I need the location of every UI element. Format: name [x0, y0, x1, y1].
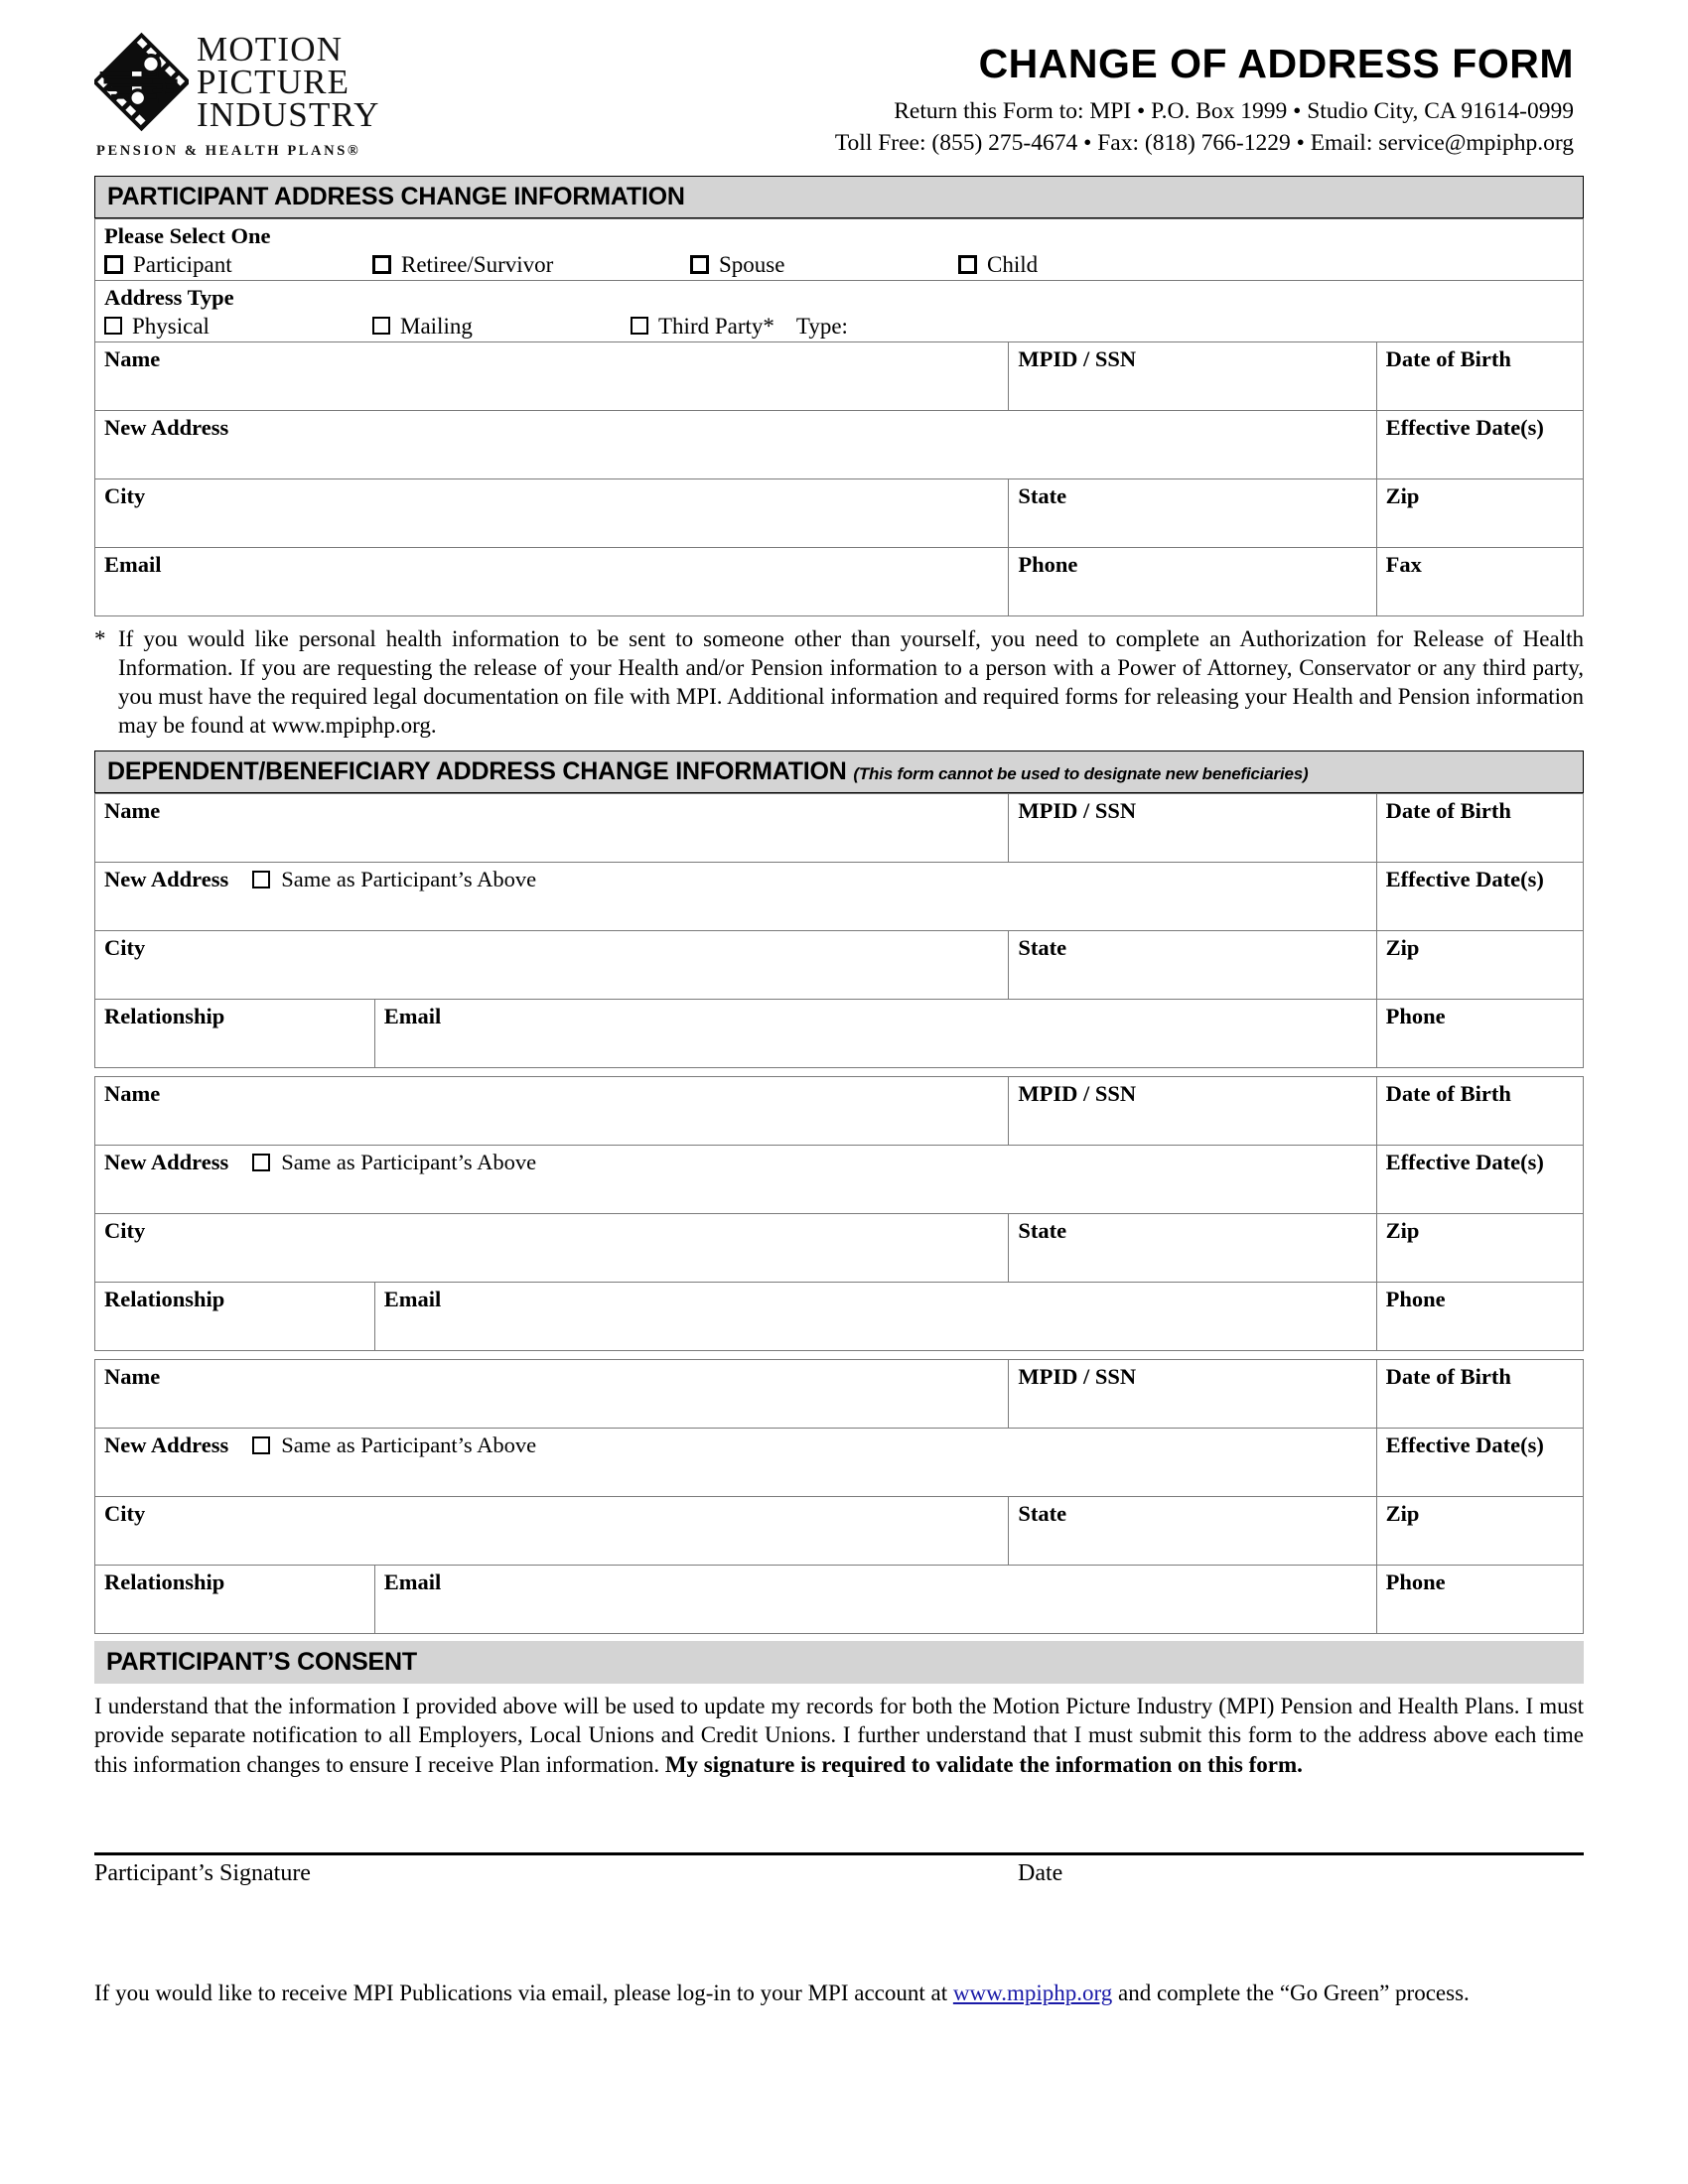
table-row — [95, 1145, 1584, 1213]
mpiphp-link[interactable]: www.mpiphp.org — [952, 1980, 1113, 2006]
participant-name-row — [95, 342, 1584, 411]
go-green-footer — [94, 1979, 1584, 2008]
footnote-marker: * — [94, 626, 106, 652]
field-state-label: State — [1018, 1500, 1067, 1526]
dependent-block-1 — [94, 793, 1584, 1068]
field-mpid-ssn[interactable] — [1009, 793, 1376, 862]
field-zip[interactable] — [1376, 930, 1583, 999]
mpi-logo — [94, 22, 442, 160]
field-city[interactable] — [95, 479, 1009, 548]
address-type-label: Address Type — [104, 285, 234, 311]
field-new-address-label: New Address — [104, 1149, 229, 1174]
participant-address-row — [95, 411, 1584, 479]
field-zip[interactable] — [1376, 479, 1583, 548]
field-zip-label: Zip — [1385, 1500, 1420, 1526]
field-email-label: Email — [383, 1003, 442, 1028]
table-row — [95, 1565, 1584, 1633]
checkbox-icon[interactable] — [252, 1154, 270, 1171]
field-zip-label: Zip — [1385, 934, 1420, 960]
field-effective-dates-label: Effective Date(s) — [1385, 1432, 1544, 1457]
field-state[interactable] — [1009, 1496, 1376, 1565]
field-mpid-ssn-label: MPID / SSN — [1018, 1080, 1137, 1106]
field-date-of-birth-label: Date of Birth — [1385, 797, 1511, 823]
checkbox-third-party[interactable] — [631, 314, 774, 339]
field-relationship[interactable] — [95, 1282, 375, 1350]
footer-text-before: If you would like to receive MPI Publications via email, please log-in to your MPI account at — [94, 1980, 953, 2006]
consent-section-header — [94, 1641, 1584, 1684]
consent-text-normal: I understand that the information I provided above will be used to update my records for both the Motion Picture Industry (MPI) Pension and Health Plans. I must provide separate notification to all Employers, Local Unions and Credit Unions. I further understand that I must submit this form to the address above each time this information changes to ensure I receive Plan information. — [94, 1693, 1584, 1777]
field-zip[interactable] — [1376, 1213, 1583, 1282]
field-date-of-birth[interactable] — [1376, 1076, 1583, 1145]
logo-tagline: PENSION & HEALTH PLANS® — [96, 143, 361, 159]
field-new-address[interactable] — [95, 411, 1377, 479]
checkbox-icon[interactable] — [958, 255, 977, 274]
table-row — [95, 999, 1584, 1067]
field-new-address[interactable] — [95, 1145, 1377, 1213]
field-mpid-ssn[interactable] — [1009, 342, 1376, 411]
field-zip-label: Zip — [1385, 483, 1420, 509]
field-effective-dates-label: Effective Date(s) — [1385, 866, 1544, 891]
dependent-block-2 — [94, 1076, 1584, 1351]
table-row — [95, 1359, 1584, 1428]
field-city[interactable] — [95, 1213, 1009, 1282]
dependent-section-header — [94, 751, 1584, 793]
checkbox-child-label: Child — [987, 251, 1039, 277]
table-row — [95, 930, 1584, 999]
table-row — [95, 793, 1584, 862]
checkbox-same-as-participant[interactable] — [228, 871, 281, 888]
document-header — [94, 22, 1584, 176]
return-address-line: Return this Form to: MPI • P.O. Box 1999 • Studio City, CA 91614-0999 — [894, 98, 1574, 124]
field-new-address[interactable] — [95, 1428, 1377, 1496]
field-date-of-birth[interactable] — [1376, 793, 1583, 862]
footnote-text: If you would like personal health information to be sent to someone other than yourself, you need to complete an Authorization for Release of Health Information. If you are requesting the release of your Health and/or Pension information to a person with a Power of Attorney, Conservator or any third party, you must have the required legal documentation on file with MPI. Additional information and required forms for releasing your Health and Pension information may be found at www.mpiphp.org. — [118, 626, 1584, 738]
field-fax[interactable] — [1376, 548, 1583, 616]
checkbox-participant[interactable] — [104, 252, 372, 277]
checkbox-icon[interactable] — [104, 317, 122, 335]
field-mpid-ssn-label: MPID / SSN — [1018, 797, 1137, 823]
checkbox-child[interactable] — [958, 252, 1038, 277]
table-row — [95, 1076, 1584, 1145]
field-relationship[interactable] — [95, 999, 375, 1067]
participant-section-header — [94, 176, 1584, 218]
logo-line-2: PICTURE — [197, 62, 351, 101]
participant-email-row — [95, 548, 1584, 616]
field-phone[interactable] — [1009, 548, 1376, 616]
field-phone[interactable] — [1376, 1565, 1583, 1633]
checkbox-spouse-label: Spouse — [719, 251, 785, 277]
address-type-options — [104, 314, 1574, 339]
checkbox-spouse[interactable] — [690, 252, 958, 277]
participant-city-row — [95, 479, 1584, 548]
field-name-label: Name — [104, 1080, 161, 1106]
select-one-label: Please Select One — [104, 223, 271, 248]
field-email-label: Email — [383, 1286, 442, 1311]
same-as-participant-label: Same as Participant’s Above — [281, 1432, 537, 1457]
third-party-type-label: Type: — [795, 313, 848, 339]
field-email[interactable] — [374, 999, 1376, 1067]
field-relationship-label: Relationship — [104, 1286, 225, 1311]
checkbox-third-party-label: Third Party* — [658, 313, 774, 339]
field-phone-label: Phone — [1385, 1286, 1446, 1311]
field-date-of-birth[interactable] — [1376, 1359, 1583, 1428]
field-state[interactable] — [1009, 930, 1376, 999]
field-email[interactable] — [95, 548, 1009, 616]
field-mpid-ssn[interactable] — [1009, 1076, 1376, 1145]
field-new-address-label: New Address — [104, 415, 229, 441]
consent-paragraph — [94, 1692, 1584, 1779]
field-date-of-birth-label: Date of Birth — [1385, 1363, 1511, 1389]
field-new-address[interactable] — [95, 862, 1377, 930]
field-mpid-ssn-label: MPID / SSN — [1018, 346, 1137, 372]
field-name-label: Name — [104, 346, 161, 372]
checkbox-icon[interactable] — [372, 317, 390, 335]
checkbox-mailing[interactable] — [372, 314, 631, 339]
field-relationship-label: Relationship — [104, 1569, 225, 1594]
signature-line[interactable] — [94, 1852, 1584, 1855]
field-effective-dates[interactable] — [1376, 862, 1583, 930]
field-name[interactable] — [95, 1359, 1009, 1428]
checkbox-icon[interactable] — [252, 1436, 270, 1454]
participant-table — [94, 218, 1584, 616]
field-zip[interactable] — [1376, 1496, 1583, 1565]
title-block — [442, 22, 1584, 158]
field-email-label: Email — [383, 1569, 442, 1594]
field-state-label: State — [1018, 934, 1067, 960]
field-effective-dates[interactable] — [1376, 411, 1583, 479]
checkbox-physical-label: Physical — [132, 313, 210, 339]
field-relationship[interactable] — [95, 1565, 375, 1633]
checkbox-retiree-survivor[interactable] — [372, 252, 690, 277]
field-state[interactable] — [1009, 479, 1376, 548]
field-city-label: City — [104, 483, 146, 509]
field-email[interactable] — [374, 1282, 1376, 1350]
checkbox-icon[interactable] — [252, 871, 270, 888]
field-name-label: Name — [104, 1363, 161, 1389]
contact-line: Toll Free: (855) 275-4674 • Fax: (818) 766-1229 • Email: service@mpiphp.org — [834, 130, 1574, 157]
field-date-of-birth-label: Date of Birth — [1385, 1080, 1511, 1106]
field-name[interactable] — [95, 1076, 1009, 1145]
checkbox-physical[interactable] — [104, 314, 372, 339]
film-diamond-logo-icon — [94, 30, 189, 134]
field-state-label: State — [1018, 483, 1067, 509]
checkbox-icon[interactable] — [631, 317, 648, 335]
field-new-address-label: New Address — [104, 866, 229, 891]
field-city[interactable] — [95, 1496, 1009, 1565]
field-state-label: State — [1018, 1217, 1067, 1243]
dependent-section-title: DEPENDENT/BENEFICIARY ADDRESS CHANGE INFORMATION — [107, 756, 847, 785]
checkbox-retiree-survivor-label: Retiree/Survivor — [401, 251, 554, 277]
logo-line-1: MOTION — [197, 29, 344, 68]
dependent-block-3 — [94, 1359, 1584, 1634]
consent-section-title: PARTICIPANT’S CONSENT — [106, 1647, 417, 1676]
field-phone-label: Phone — [1385, 1003, 1446, 1028]
participant-section-title: PARTICIPANT ADDRESS CHANGE INFORMATION — [107, 183, 685, 210]
field-relationship-label: Relationship — [104, 1003, 225, 1028]
table-row — [95, 1428, 1584, 1496]
table-row — [95, 862, 1584, 930]
table-row — [95, 1213, 1584, 1282]
field-city-label: City — [104, 1217, 146, 1243]
field-date-of-birth[interactable] — [1376, 342, 1583, 411]
field-date-of-birth-label: Date of Birth — [1385, 346, 1511, 372]
date-label: Date — [1018, 1860, 1063, 1887]
field-email-label: Email — [104, 552, 162, 578]
field-city-label: City — [104, 1500, 146, 1526]
field-fax-label: Fax — [1385, 552, 1422, 578]
field-name[interactable] — [95, 342, 1009, 411]
field-name-label: Name — [104, 797, 161, 823]
field-new-address-label: New Address — [104, 1432, 229, 1457]
field-phone[interactable] — [1376, 999, 1583, 1067]
footer-text-after: and complete the “Go Green” process. — [1112, 1980, 1470, 2006]
field-phone-label: Phone — [1385, 1569, 1446, 1594]
field-zip-label: Zip — [1385, 1217, 1420, 1243]
checkbox-mailing-label: Mailing — [400, 313, 473, 339]
field-name[interactable] — [95, 793, 1009, 862]
checkbox-icon[interactable] — [690, 255, 709, 274]
checkbox-icon[interactable] — [372, 255, 391, 274]
field-mpid-ssn[interactable] — [1009, 1359, 1376, 1428]
select-one-row — [95, 219, 1584, 281]
same-as-participant-label: Same as Participant’s Above — [281, 1149, 537, 1174]
field-state[interactable] — [1009, 1213, 1376, 1282]
checkbox-same-as-participant[interactable] — [228, 1436, 281, 1454]
field-effective-dates[interactable] — [1376, 1428, 1583, 1496]
third-party-footnote — [94, 625, 1584, 741]
address-type-row — [95, 281, 1584, 342]
signature-area — [94, 1852, 1584, 1887]
field-email[interactable] — [374, 1565, 1376, 1633]
field-city-label: City — [104, 934, 146, 960]
page-title: CHANGE OF ADDRESS FORM — [978, 41, 1574, 86]
checkbox-participant-label: Participant — [133, 251, 232, 277]
field-phone[interactable] — [1376, 1282, 1583, 1350]
checkbox-icon[interactable] — [104, 255, 123, 274]
field-effective-dates-label: Effective Date(s) — [1385, 415, 1544, 441]
same-as-participant-label: Same as Participant’s Above — [281, 866, 537, 891]
field-effective-dates-label: Effective Date(s) — [1385, 1149, 1544, 1174]
select-one-options — [104, 252, 1574, 277]
field-phone-label: Phone — [1018, 552, 1078, 578]
table-row — [95, 1496, 1584, 1565]
field-city[interactable] — [95, 930, 1009, 999]
dependent-section-note: (This form cannot be used to designate new beneficiaries) — [853, 763, 1309, 783]
field-effective-dates[interactable] — [1376, 1145, 1583, 1213]
checkbox-same-as-participant[interactable] — [228, 1154, 281, 1171]
table-row — [95, 1282, 1584, 1350]
field-mpid-ssn-label: MPID / SSN — [1018, 1363, 1137, 1389]
signature-label: Participant’s Signature — [94, 1860, 311, 1887]
logo-line-3: INDUSTRY — [197, 95, 380, 135]
consent-text-bold: My signature is required to validate the information on this form. — [664, 1751, 1303, 1777]
